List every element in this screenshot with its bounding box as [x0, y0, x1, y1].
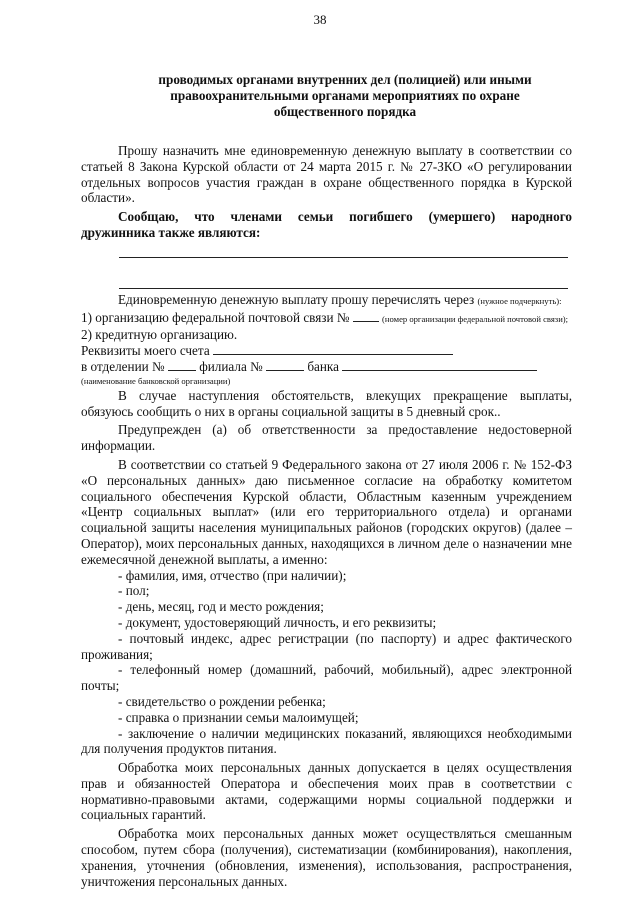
bank-name-field[interactable]	[342, 359, 537, 371]
option-postal	[81, 310, 572, 328]
transfer-note: (нужное подчеркнуть):	[477, 295, 562, 306]
branch-number-field[interactable]	[168, 359, 196, 371]
branch-prefix: в отделении №	[81, 358, 165, 374]
personal-data-list	[81, 568, 572, 758]
option-postal-note: (номер организации федеральной почтовой связи);	[382, 313, 569, 324]
methods-paragraph: Обработка моих персональных данных может осуществляться смешанным способом, путем сбора (получения), систематизации (комбинирования), накопления, хранения, уточнения (обновления, изменения), использования, распространения, уничтожения персональных данных.	[81, 826, 572, 889]
account-requisites-label: Реквизиты моего счета	[81, 343, 210, 359]
list-item: - фамилия, имя, отчество (при наличии);	[118, 567, 347, 583]
branch-filial-label: филиала №	[199, 358, 263, 374]
warning-paragraph: Предупрежден (а) об ответственности за предоставление недостоверной информации.	[81, 422, 572, 454]
transfer-text: Единовременную денежную выплату прошу перечислять через	[118, 291, 475, 307]
account-requisites	[81, 343, 572, 359]
page-number: 38	[313, 12, 327, 27]
request-paragraph: Прошу назначить мне единовременную денежную выплату в соответствии со статьей 8 Закона Курской области от 24 марта 2015 г. № 27-ЗКО «О регулировании отдельных вопросов участия граждан в охране общественного порядка в Курской области».	[81, 143, 572, 206]
consent-paragraph: В соответствии со статьей 9 Федерального закона от 27 июля 2006 г. № 152-ФЗ «О персональных данных» даю письменное согласие на обработку комитетом социального обеспечения Курской области, Областным казенным учреждением «Центр социальных выплат» (или его территориального отдела) и органами социальной защиты населения муниципальных районов (городских округов) (далее – Оператор), моих персональных данных, находящихся в личном деле о назначении мне ежемесячной денежной выплаты, а именно:	[81, 456, 572, 567]
option-postal-text: 1) организацию федеральной почтовой связи №	[81, 309, 350, 325]
list-item: - заключение о наличии медицинских показаний, являющихся необходимыми для получения продуктов питания.	[81, 725, 572, 757]
family-members-label: Сообщаю, что членами семьи погибшего (умершего) народного дружинника также являются:	[81, 209, 572, 240]
account-requisites-field[interactable]	[213, 343, 453, 355]
branch-bank-label: банка	[307, 358, 339, 374]
family-members-line-2[interactable]	[119, 272, 568, 289]
postal-number-field[interactable]	[353, 310, 379, 322]
list-item: - справка о признании семьи малоимущей;	[118, 709, 359, 725]
bank-name-note: (наименование банковской организации)	[81, 375, 231, 386]
list-item: - день, месяц, год и место рождения;	[118, 599, 324, 615]
list-item: - почтовый индекс, адрес регистрации (по паспорту) и адрес фактического проживания;	[81, 630, 572, 662]
list-item: - пол;	[118, 583, 150, 599]
list-item: - телефонный номер (домашний, рабочий, мобильный), адрес электронной почты;	[81, 662, 572, 694]
document-body	[81, 143, 572, 889]
option-credit: 2) кредитную организацию.	[81, 327, 238, 343]
processing-paragraph: Обработка моих персональных данных допускается в целях осуществления прав и обязанностей Оператора и обеспечения моих прав в соответствии с нормативно-правовыми актами, содержащими нормы социальной поддержки и социальных гарантий.	[81, 760, 572, 823]
branch-line	[81, 359, 572, 375]
obligation-paragraph: В случае наступления обстоятельств, влекущих прекращение выплаты, обязуюсь сообщить о них в органы социальной защиты в 5 дневный срок..	[81, 387, 572, 419]
list-item: - свидетельство о рождении ребенка;	[118, 693, 326, 709]
list-item: - документ, удостоверяющий личность, и его реквизиты;	[118, 614, 437, 630]
family-members-line-1[interactable]	[119, 241, 568, 258]
section-title: проводимых органами внутренних дел (полицией) или иными правоохранительными органами мероприятиях по охране общественного порядка	[158, 72, 532, 119]
transfer-line	[81, 292, 572, 310]
filial-number-field[interactable]	[266, 359, 304, 371]
